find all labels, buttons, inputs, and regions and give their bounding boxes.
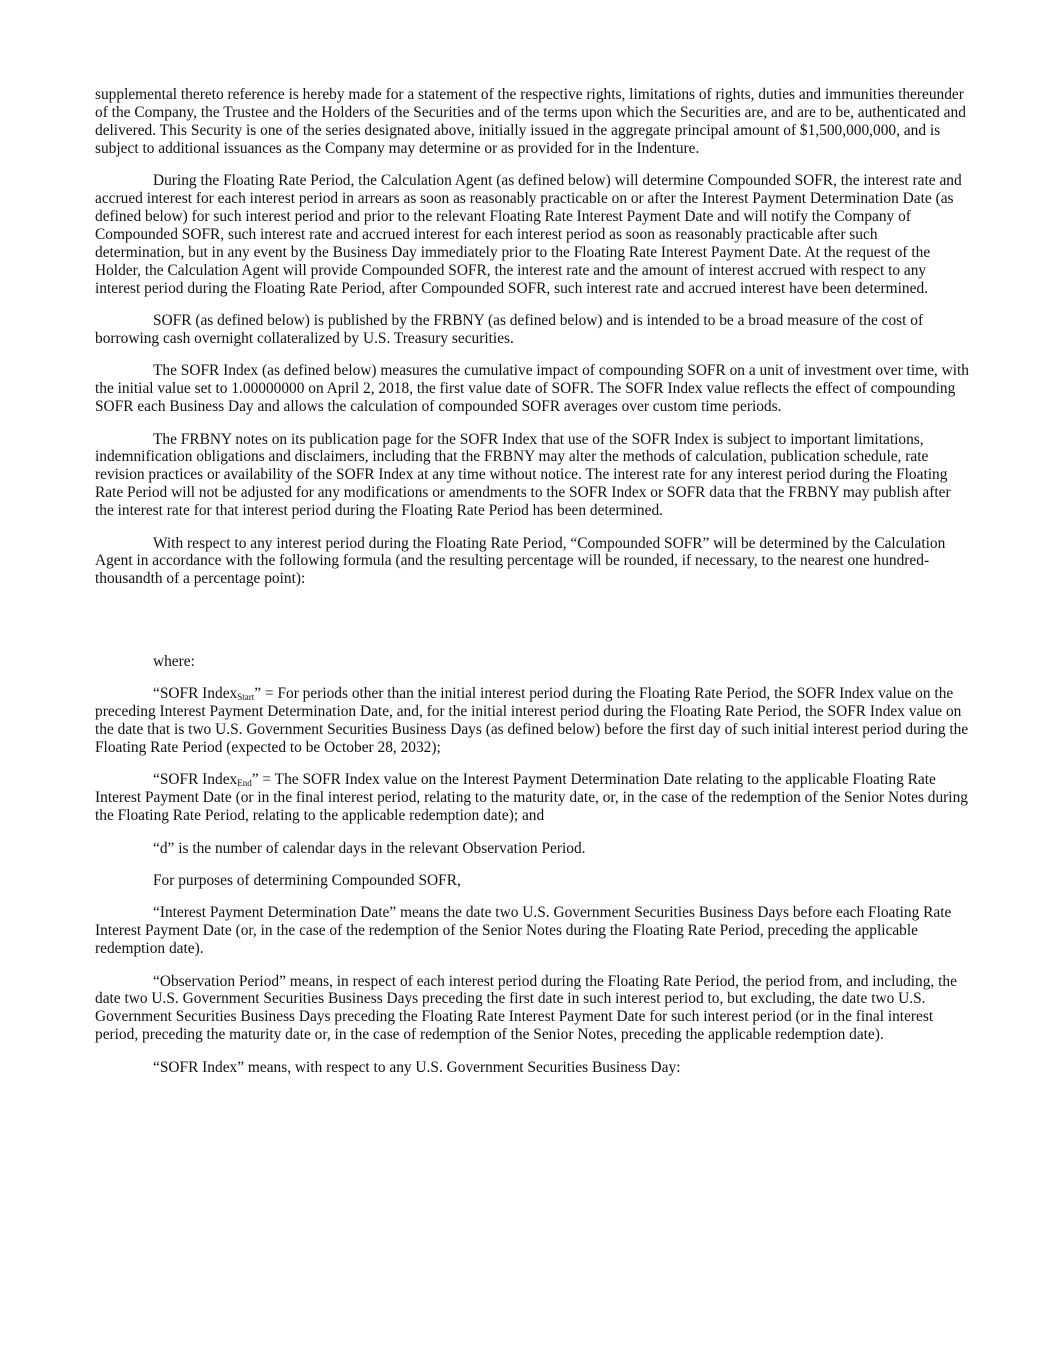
subscript-end: End — [237, 778, 252, 789]
definition-interest-payment-determination-date: “Interest Payment Determination Date” means the date two U.S. Government Securities Business Days before each Floating Rate Interest Payment Date (or, in the case of the redemption of the Senior Notes during the Floating Rate Period, preceding the applicable redemption date). — [95, 904, 952, 958]
definition-sofr-index: “SOFR Index” means, with respect to any U.S. Government Securities Business Day: — [153, 1058, 681, 1076]
definition-term: “SOFR Index — [153, 685, 238, 703]
paragraph-where: where: — [153, 652, 195, 670]
paragraph-sofr-definition: SOFR (as defined below) is published by the FRBNY (as defined below) and is intended to be a broad measure of the cost of borrowing cash overnight collateralized by U.S. Treasury securities. — [95, 311, 924, 347]
definition-text: ” = For periods other than the initial interest period during the Floating Rate Period, the SOFR Index value on the preceding Interest Payment Determination Date, and, for the initial interest period during the Floating Rate Period, the SOFR Index value on the date that is two U.S. Government Securities Business Days (as defined below) before the first day of such initial interest period during the Floating Rate Period (expected to be October 28, 2032); — [95, 685, 969, 756]
paragraph-calculation-agent: During the Floating Rate Period, the Calculation Agent (as defined below) will determine Compounded SOFR, the interest rate and accrued interest for each interest period in arrears as soon as reasonably practicable on or after the Interest Payment Determination Date (as defined below) for such interest period and prior to the relevant Floating Rate Interest Payment Date and will notify the Company of Compounded SOFR, such interest rate and accrued interest for each interest period as soon as reasonably practicable after such determination, but in any event by the Business Day immediately prior to the Floating Rate Interest Payment Date. At the request of the Holder, the Calculation Agent will provide Compounded SOFR, the interest rate and the amount of interest accrued with respect to any interest period during the Floating Rate Period, after Compounded SOFR, such interest rate and accrued interest have been determined. — [95, 172, 962, 297]
paragraph-frbny-limitations: The FRBNY notes on its publication page for the SOFR Index that use of the SOFR Index is subject to important limitations, indemnification obligations and disclaimers, including that the FRBNY may alter the methods of calculation, publication schedule, rate revision practices or availability of the SOFR Index at any time without notice. The interest rate for any interest period during the Floating Rate Period will not be adjusted for any modifications or amendments to the SOFR Index or SOFR data that the FRBNY may publish after the interest rate for that interest period during the Floating Rate Period has been determined. — [95, 430, 951, 520]
definition-observation-period: “Observation Period” means, in respect of each interest period during the Floating Rate Period, the period from, and including, the date two U.S. Government Securities Business Days preceding the first date in such interest period to, but excluding, the date two U.S. Government Securities Business Days preceding the Floating Rate Interest Payment Date for such interest period (or in the final interest period, preceding the maturity date or, in the case of redemption of the Senior Notes, preceding the applicable redemption date). — [95, 972, 957, 1044]
paragraph-for-purposes: For purposes of determining Compounded SOFR, — [153, 871, 461, 889]
document-page — [95, 86, 970, 1091]
definition-sofr-index-end — [95, 771, 970, 825]
definition-text: ” = The SOFR Index value on the Interest Payment Determination Date relating to the applicable Floating Rate Interest Payment Date (or in the final interest period, relating to the maturity date, or, in the case of the redemption of the Senior Notes during the Floating Rate Period, relating to the applicable redemption date); and — [95, 771, 968, 825]
definition-sofr-index-start — [95, 685, 970, 757]
paragraph-sofr-index-description: The SOFR Index (as defined below) measures the cumulative impact of compounding SOFR on a unit of investment over time, with the initial value set to 1.00000000 on April 2, 2018, the first value date of SOFR. The SOFR Index value reflects the effect of compounding SOFR each Business Day and allows the calculation of compounded SOFR averages over custom time periods. — [95, 362, 969, 416]
definition-term: “SOFR Index — [153, 771, 238, 789]
formula-area — [95, 603, 970, 653]
definition-d: “d” is the number of calendar days in the relevant Observation Period. — [153, 839, 586, 857]
paragraph-compounded-sofr-formula: With respect to any interest period during the Floating Rate Period, “Compounded SOFR” will be determined by the Calculation Agent in accordance with the following formula (and the resulting percentage will be rounded, if necessary, to the nearest one hundred-thousandth of a percentage point): — [95, 534, 946, 588]
paragraph-indenture-reference: supplemental thereto reference is hereby made for a statement of the respective rights, limitations of rights, duties and immunities thereunder of the Company, the Trustee and the Holders of the Securities and of the terms upon which the Securities are, and are to be, authenticated and delivered. This Security is one of the series designated above, initially issued in the aggregate principal amount of $1,500,000,000, and is subject to additional issuances as the Company may determine or as provided for in the Indenture. — [95, 86, 966, 157]
subscript-start: Start — [237, 692, 255, 703]
